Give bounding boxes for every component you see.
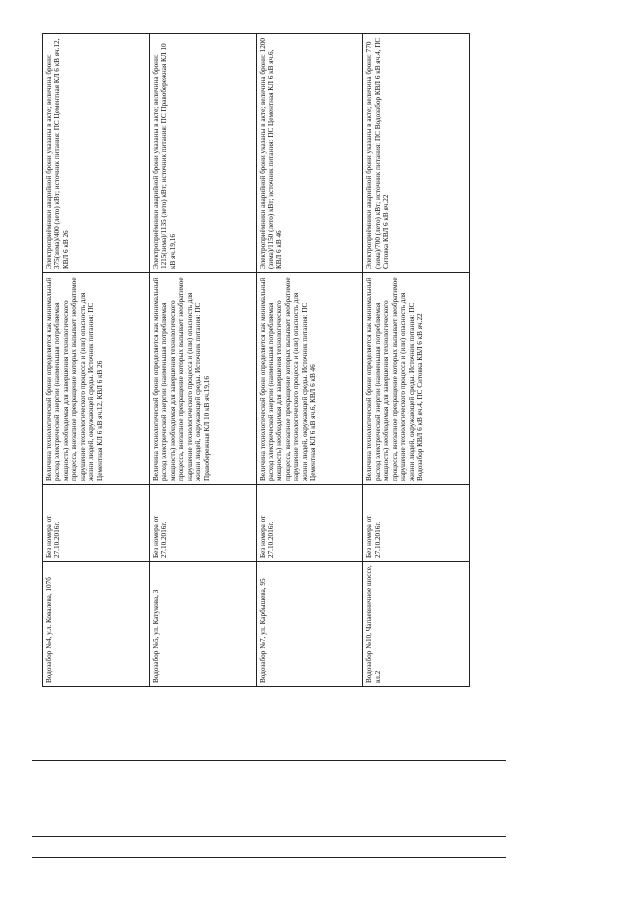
cell-emergency-reserve: Электроприёмники аварийной брони указаны в акте; величина брони: 375(зима)/400 (лето) кВт; источник питания: ПС Цементная КЛ 6 кВ яч.12, КВЛ 6 кВ 26 [43,34,150,273]
table-row [43,34,150,687]
cell-object-name: Водозабор №5, ул. Катукова, 3 [149,562,256,687]
cell-technological-reserve: Величина технологической брони определяется как минимальный расход электрической энергии (наименьшая потребляемая мощность) необходимая для завершения технологического процесса, внезапное прекращение которых вызывает необратимое нарушение технологического процесса и (или) опасность для жизни людей, окружающей среды. Источник питания: ПС Водозабор КВЛ 6 кВ яч.4, ПС Ситовка КВЛ 6 кВ яч.22 [363,273,470,485]
cell-act-date: Без номера от 27.10.2016г. [43,485,150,562]
cell-object-name: Водозабор №4, у.л. Ковалева, 107б [43,562,150,687]
cell-technological-reserve: Величина технологической брони определяется как минимальный расход электрической энергии (наименьшая потребляемая мощность) необходимая для завершения технологического процесса, внезапное прекращение которых вызывает необратимое нарушение технологического процесса и (или) опасность для жизни людей, окружающей среды. Источник питания: ПС Цементная КЛ 6 кВ яч.6, КВЛ 6 кВ 46 [256,273,363,485]
cell-technological-reserve: Величина технологической брони определяется как минимальный расход электрической энергии (наименьшая потребляемая мощность) необходимая для завершения технологического процесса, внезапное прекращение которых вызывает необратимое нарушение технологического процесса и (или) опасность для жизни людей, окружающей среды. Источник питания: ПС Правобережная КЛ 10 кВ яч.19,16 [149,273,256,485]
cell-act-date: Без номера от 27.10.2016г. [363,485,470,562]
horizontal-rule [32,857,506,858]
cell-emergency-reserve: Электроприёмники аварийной брони указаны в акте; величина брони: 1215(зима)/1135 (лето) кВт; источник питания: ПС Правобережная КЛ 10 кВ яч.19,16 [149,34,256,273]
cell-object-name: Водозабор №7, ул. Карбышева, 95 [256,562,363,687]
rotated-table-region [42,37,470,687]
cell-emergency-reserve: Электроприёмники аварийной брони указаны в акте; величина брони: 770 (зима)/700 (лето) кВт; источник питания: ПС Водозабор КВЛ 6 кВ яч.4, ПС Ситовка КВЛ 6 кВ яч.22 [363,34,470,273]
cell-object-name: Водозабор №10, Чапаевничное шоссе, вл.2 [363,562,470,687]
reservation-table [42,33,470,687]
horizontal-rule [32,760,506,761]
rotated-table-container [42,37,470,687]
horizontal-rule [32,836,506,837]
table-row [256,34,363,687]
cell-act-date: Без номера от 27.10.2016г. [256,485,363,562]
cell-emergency-reserve: Электроприёмники аварийной брони указаны в акте; величина брони: 1200 (зима)/1150 (лето) кВт; источник питания: ПС Цементная КЛ 6 кВ яч.6, КВЛ 6 кВ 46 [256,34,363,273]
table-row [363,34,470,687]
table-row [149,34,256,687]
cell-act-date: Без номера от 27.10.2016г. [149,485,256,562]
cell-technological-reserve: Величина технологической брони определяется как минимальный расход электрической энергии (наименьшая потребляемая мощность) необходимая для завершения технологического процесса, внезапное прекращение которых вызывает необратимое нарушение технологического процесса и (или) опасность для жизни людей, окружающей среды. Источник питания: ПС Цементная КЛ 6 кВ яч.12, КВЛ 6 кВ 26 [43,273,150,485]
